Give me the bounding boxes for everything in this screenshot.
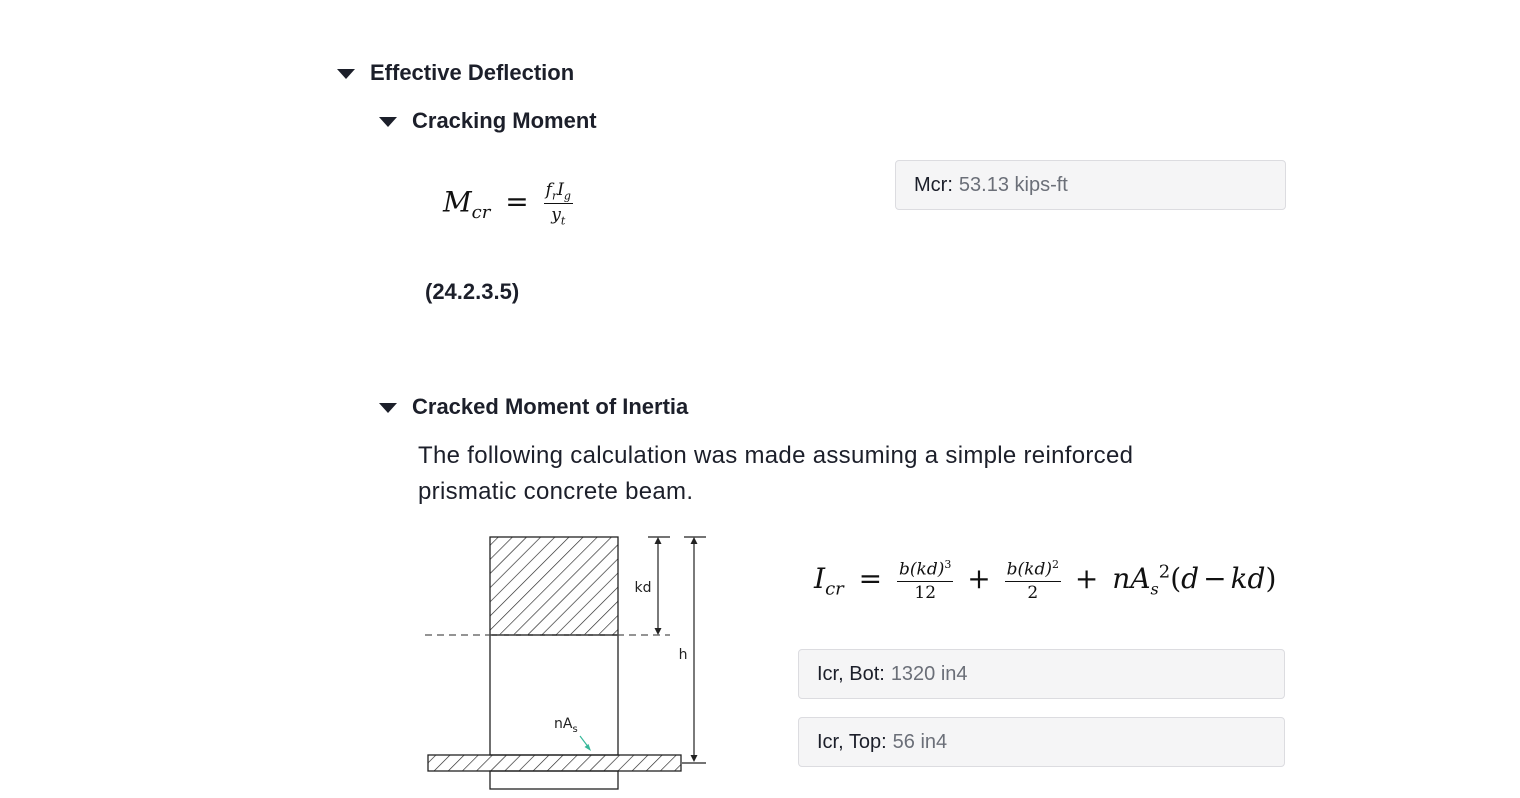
transformed-steel-area <box>428 755 681 771</box>
equation-reference: (24.2.3.5) <box>425 279 520 304</box>
icr-bot-label: Icr, Bot: <box>817 662 885 685</box>
beam-section-diagram <box>420 530 720 798</box>
icr-formula: $I_{cr}$ = $\frac{b(kd)^3}{12}$ + $\frac{b(kd)^2}{2}$ + $nA_s^2(d - kd)$ <box>814 558 1277 603</box>
compression-zone <box>490 537 618 635</box>
effective-deflection-title[interactable]: Effective Deflection <box>370 60 575 85</box>
icr-top-result-field <box>798 717 1285 767</box>
icr-top-label: Icr, Top: <box>817 730 887 753</box>
icr-bot-result-field <box>798 649 1285 699</box>
beam-bottom <box>490 771 618 789</box>
kd-label: kd <box>634 580 652 596</box>
mcr-value: 53.13 kips-ft <box>958 173 1068 196</box>
cracking-moment-title[interactable]: Cracking Moment <box>412 108 597 133</box>
effective-deflection-toggle-icon[interactable] <box>337 69 355 79</box>
icr-top-value: 56 in4 <box>892 730 948 753</box>
mcr-formula: $M_{cr}$ = $\frac{f_rI_g}{y_t}$ <box>443 180 571 228</box>
cracked-inertia-title[interactable]: Cracked Moment of Inertia <box>412 394 689 419</box>
mcr-result-field <box>895 160 1286 210</box>
nas-label: $nA_s$ <box>554 716 578 735</box>
h-label: h <box>678 647 688 663</box>
cracked-inertia-toggle-icon[interactable] <box>379 403 397 413</box>
cracking-moment-toggle-icon[interactable] <box>379 117 397 127</box>
beam-web <box>490 635 618 755</box>
icr-bot-value: 1320 in4 <box>890 662 968 685</box>
cracked-inertia-description: The following calculation was made assuming a simple reinforced prismatic concrete beam. <box>418 442 1134 505</box>
mcr-label: Mcr: <box>914 173 953 196</box>
